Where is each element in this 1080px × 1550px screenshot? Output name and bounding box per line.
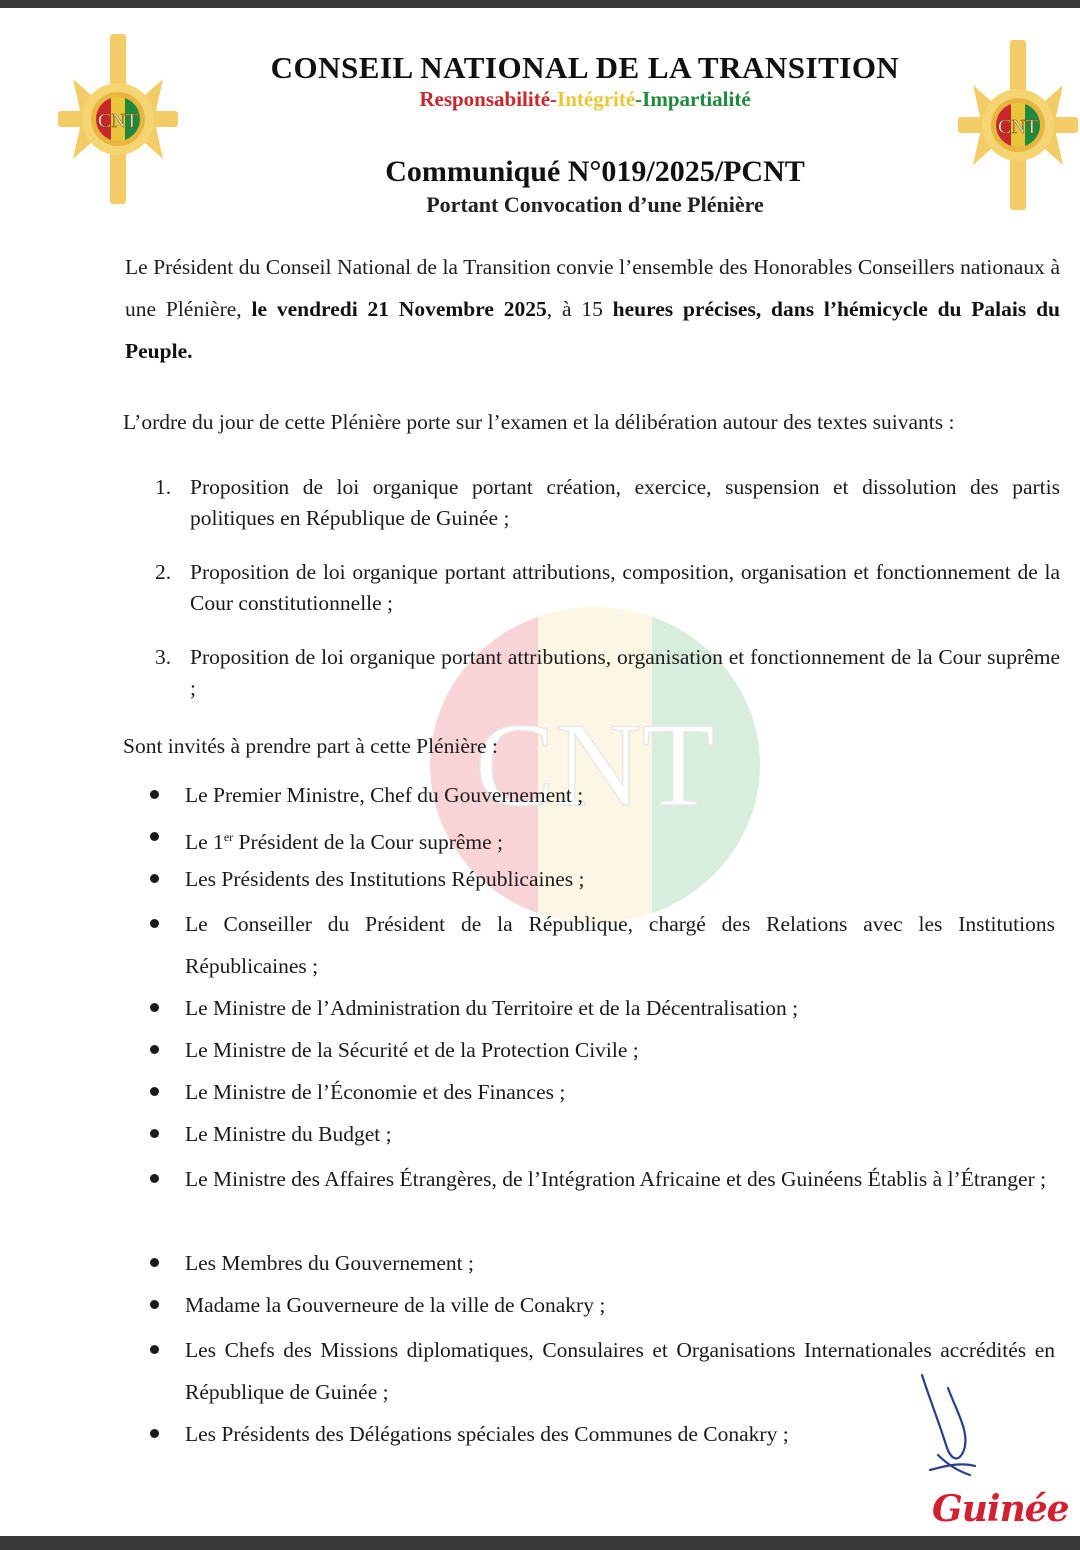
invitee-item: Les Présidents des Délégations spéciales des Communes de Conakry ; (150, 1413, 1055, 1455)
emblem-label-left: CNT (98, 110, 138, 132)
bullet-icon (150, 1087, 159, 1096)
invitee-item: Le Ministre de la Sécurité et de la Protection Civile ; (150, 1029, 1055, 1071)
bullet-icon (150, 919, 159, 928)
watermark-label: CNT (475, 698, 715, 831)
bullet-icon (150, 1003, 159, 1012)
agenda-item: 1. Proposition de loi organique portant création, exercice, suspension et dissolution des partis politiques en République de Guinée ; (155, 475, 1060, 530)
motto-integrite: Intégrité (557, 87, 636, 111)
meeting-date: le vendredi 21 Novembre 2025 (251, 297, 547, 321)
invitee-item: Les Membres du Gouvernement ; (150, 1242, 1055, 1284)
agenda-item: 3. Proposition de loi organique portant attributions, organisation et fonctionnement de la Cour suprême ; (155, 645, 1060, 700)
invitee-item: Les Présidents des Institutions Républicaines ; (150, 858, 1055, 900)
invitee-item: Le Ministre du Budget ; (150, 1113, 1055, 1155)
invitee-item: Le Ministre des Affaires Étrangères, de l’Intégration Africaine et des Guinéens Établis à l’Étranger ; (150, 1158, 1055, 1200)
top-border (0, 0, 1080, 8)
bottom-border (0, 1536, 1080, 1550)
invitees-intro: Sont invités à prendre part à cette Plénière : (123, 734, 498, 758)
motto-impartialite: -Impartialité (635, 87, 751, 111)
bullet-icon (150, 832, 159, 841)
invitee-item: Le Ministre de l’Administration du Territoire et de la Décentralisation ; (150, 987, 1055, 1029)
emblem-label-right: CNT (998, 116, 1038, 138)
invitee-item: Madame la Gouverneure de la ville de Conakry ; (150, 1284, 1055, 1326)
bullet-icon (150, 1045, 159, 1054)
bullet-icon (150, 1345, 159, 1354)
communique-title: Communiqué N°019/2025/PCNT (385, 155, 805, 188)
intro-paragraph: Le Président du Conseil National de la Transition convie l’ensemble des Honorables Conseillers nationaux à une Plénière, le vendredi 21 Novembre 2025, à 15 heures précises, dans l’hémicycle du Palais du Peuple. (125, 255, 1060, 363)
bullet-icon (150, 1129, 159, 1138)
letterhead (200, 50, 970, 112)
guinee-brand-logo: Guinée (932, 1488, 1069, 1530)
communique-subtitle: Portant Convocation d’une Plénière (426, 192, 764, 217)
bullet-icon (150, 1300, 159, 1309)
motto-responsabilite: Responsabilité- (419, 87, 558, 111)
invitee-item: Les Chefs des Missions diplomatiques, Consulaires et Organisations Internationales accrédités en République de Guinée ; (150, 1329, 1055, 1413)
organization-name: CONSEIL NATIONAL DE LA TRANSITION (270, 50, 900, 85)
meeting-place: heures précises, dans l’hémicycle du Palais du Peuple. (125, 297, 1060, 363)
bullet-icon (150, 1258, 159, 1267)
agenda-item: 2. Proposition de loi organique portant attributions, composition, organisation et fonctionnement de la Cour constitutionnelle ; (155, 560, 1060, 615)
bullet-icon (150, 874, 159, 883)
bullet-icon (150, 1174, 159, 1183)
invitee-item: Le 1er Président de la Cour suprême ; (150, 816, 1055, 863)
cnt-emblem-left (58, 34, 178, 204)
invitee-item: Le Premier Ministre, Chef du Gouvernement ; (150, 774, 1055, 816)
agenda-intro: L’ordre du jour de cette Plénière porte sur l’examen et la délibération autour des textes suivants : (123, 410, 955, 434)
bullet-icon (150, 790, 159, 799)
bullet-icon (150, 1429, 159, 1438)
invitee-item: Le Conseiller du Président de la République, chargé des Relations avec les Institutions Républicaines ; (150, 903, 1055, 987)
invitee-item: Le Ministre de l’Économie et des Finances ; (150, 1071, 1055, 1113)
motto (200, 87, 970, 112)
signature-mark (900, 1370, 990, 1490)
